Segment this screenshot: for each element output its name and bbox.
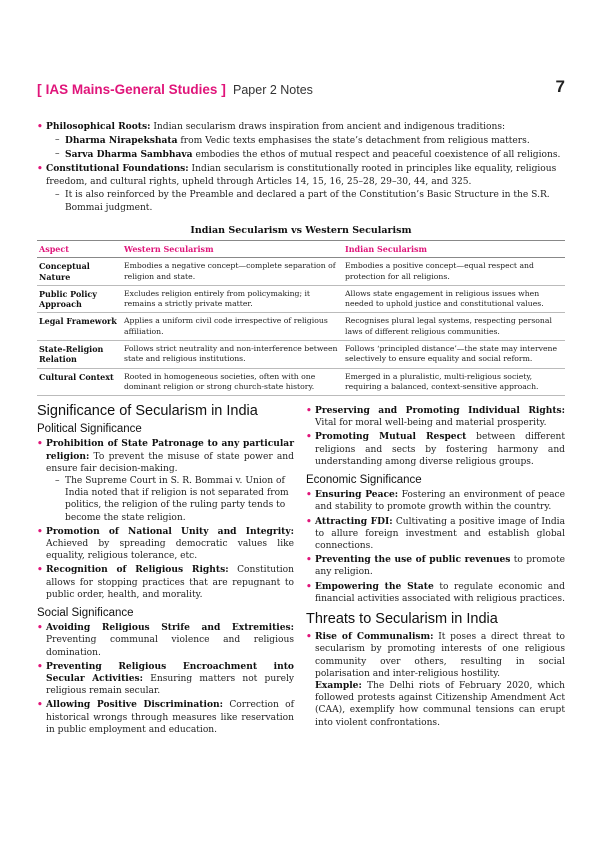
table-row	[37, 313, 565, 341]
bracket-open: [	[37, 81, 46, 97]
text: Constitution allows for stopping practices that are repugnant to public order, health, and morality.	[46, 565, 294, 600]
table-caption: Indian Secularism vs Western Secularism	[190, 225, 412, 236]
bullet-mutual-respect	[306, 431, 565, 468]
table-row	[37, 341, 565, 369]
comparison-table	[37, 240, 565, 396]
term: Attracting FDI:	[315, 515, 393, 527]
bullet-public-revenues	[306, 554, 565, 578]
term: Preserving and Promoting Individual Rights:	[315, 405, 565, 416]
bullet-empowering-state	[306, 581, 565, 605]
text: embodies the ethos of mutual respect and peaceful coexistence of all religions.	[192, 150, 561, 160]
example-text: The Delhi riots of February 2020, which followed protests against Citizenship Amendment Act (CAA), exemplify how communal tensions can erupt into violent confrontations.	[315, 681, 565, 728]
cell-indian: Allows state engagement in religious issues when needed to uphold justice and constitutional values.	[343, 285, 565, 313]
sub-bommai-note: – The Supreme Court in S. R. Bommai v. Union of India noted that if religion is not separated from politics, the religion of the ruling party tends to become the state religion.	[46, 475, 294, 524]
bullet-preventing-encroachment	[37, 661, 294, 698]
cell-aspect: Public Policy Approach	[37, 285, 122, 313]
text: to promote any religion.	[315, 555, 565, 578]
cell-aspect: Conceptual Nature	[37, 258, 122, 286]
table-header-row	[37, 241, 565, 258]
page-header	[37, 79, 565, 101]
cell-western: Embodies a negative concept—complete separation of religion and state.	[122, 258, 343, 286]
term: Rise of Communalism:	[315, 631, 434, 643]
header-western: Western Secularism	[122, 241, 343, 258]
text: to regulate economic and financial activities associated with religious practices.	[315, 581, 565, 604]
text: Vital for moral well-being and material prosperity.	[315, 418, 547, 429]
table-row	[37, 258, 565, 286]
sub-sarva-dharma-sambhava	[46, 148, 565, 162]
cell-western: Applies a uniform civil code irrespective of religious affiliation.	[122, 313, 343, 341]
section-title-significance: Significance of Secularism in India	[37, 403, 258, 419]
series-title: IAS Mains-General Studies	[45, 82, 218, 97]
bullet-religious-rights	[37, 564, 294, 601]
right-column	[306, 405, 565, 729]
sub-dharma-nirapekshata	[46, 134, 565, 148]
example-label: Example:	[315, 680, 362, 692]
term: Philosophical Roots:	[46, 121, 151, 132]
cell-indian: Embodies a positive concept—equal respect and protection for all religions.	[343, 258, 565, 286]
term: Promotion of National Unity and Integrity:	[46, 525, 294, 537]
text: Ensuring matters not purely religious remain secular.	[46, 674, 294, 697]
sub-preamble-note: – It is also reinforced by the Preamble and declared a part of the Constitution’s Basic Structure in the S.R. Bommai judgment.	[46, 189, 565, 215]
term: Empowering the State	[315, 580, 434, 592]
bullet-rise-of-communalism	[306, 631, 565, 680]
cell-aspect: Cultural Context	[37, 368, 122, 396]
intro-section	[37, 120, 565, 215]
example-paragraph	[306, 680, 565, 729]
term: Promoting Mutual Respect	[315, 431, 467, 443]
bullet-attracting-fdi	[306, 516, 565, 553]
cell-western: Rooted in homogeneous societies, often with one dominant religion or strong church-state history.	[122, 368, 343, 396]
term: Sarva Dharma Sambhava	[65, 149, 193, 160]
subheading-economic: Economic Significance	[306, 474, 422, 487]
bracket-close: ]	[217, 81, 226, 97]
left-column	[37, 405, 294, 736]
cell-western: Excludes religion entirely from policymaking; it remains a strictly private matter.	[122, 285, 343, 313]
text: from Vedic texts emphasises the state’s detachment from religious matters.	[177, 136, 530, 146]
term: Preventing the use of public revenues	[315, 554, 511, 566]
term: Allowing Positive Discrimination:	[46, 699, 223, 711]
term: Prohibition of State Patronage to any particular religion:	[46, 438, 294, 462]
cell-indian: Emerged in a pluralistic, multi-religious society, requiring a balanced, context-sensitive approach.	[343, 368, 565, 396]
cell-indian: Recognises plural legal systems, respecting personal laws of different religious communities.	[343, 313, 565, 341]
bullet-constitutional-foundations	[37, 162, 565, 215]
subheading-political: Political Significance	[37, 423, 142, 436]
section-title-threats: Threats to Secularism in India	[306, 611, 498, 628]
bullet-individual-rights	[306, 405, 565, 429]
cell-indian: Follows ‘principled distance’—the state may intervene selectively to ensure equality and social reform.	[343, 341, 565, 369]
header-aspect: Aspect	[37, 241, 122, 258]
table-row	[37, 285, 565, 313]
text: Indian secularism is constitutionally rooted in principles like equality, religious freedom, and cultural rights, upheld through Articles 14, 15, 16, 25–28, 29–30, 44, and 325.	[46, 164, 557, 187]
text: Achieved by spreading democratic values like equality, religious tolerance, etc.	[46, 539, 294, 562]
bullet-ensuring-peace	[306, 489, 565, 513]
text: To prevent the misuse of state power and ensure fair decision-making.	[46, 451, 294, 474]
text: Cultivating a positive image of India to allure foreign investment and establish global connections.	[315, 516, 566, 552]
bullet-avoiding-strife	[37, 622, 294, 659]
bullet-philosophical-roots	[37, 120, 565, 162]
bullet-positive-discrimination	[37, 699, 294, 736]
term: Recognition of Religious Rights:	[46, 564, 229, 576]
subheading-social: Social Significance	[37, 607, 134, 620]
term: Constitutional Foundations:	[46, 163, 189, 174]
cell-aspect: State-Religion Relation	[37, 341, 122, 369]
text: between different religions and sects by fostering harmony and understanding among diverse religious groups.	[315, 432, 565, 467]
header-indian: Indian Secularism	[343, 241, 565, 258]
cell-aspect: Legal Framework	[37, 313, 122, 341]
term: Dharma Nirapekshata	[65, 135, 178, 146]
text: Correction of historical wrongs through measures like reservation in public employment and education.	[46, 700, 294, 735]
term: Avoiding Religious Strife and Extremities:	[46, 622, 294, 634]
text: It poses a direct threat to secularism by promoting interests of one religious community over others, resulting in social polarisation and inter-religious hostility.	[315, 632, 565, 679]
term: Ensuring Peace:	[315, 489, 399, 501]
bullet-national-unity	[37, 526, 294, 563]
cell-western: Follows strict neutrality and non-interference between state and religious institutions.	[122, 341, 343, 369]
term: Preventing Religious Encroachment into Secular Activities:	[46, 660, 294, 685]
page-number: 7	[555, 77, 565, 96]
table-row	[37, 368, 565, 396]
bullet-state-patronage	[37, 438, 294, 523]
text: Fostering an environment of peace and stability to promote growth within the country.	[315, 490, 566, 513]
text: Preventing communal violence and religious domination.	[46, 635, 294, 658]
header-subtitle: Paper 2 Notes	[233, 83, 313, 97]
text: Indian secularism draws inspiration from ancient and indigenous traditions:	[150, 122, 506, 132]
